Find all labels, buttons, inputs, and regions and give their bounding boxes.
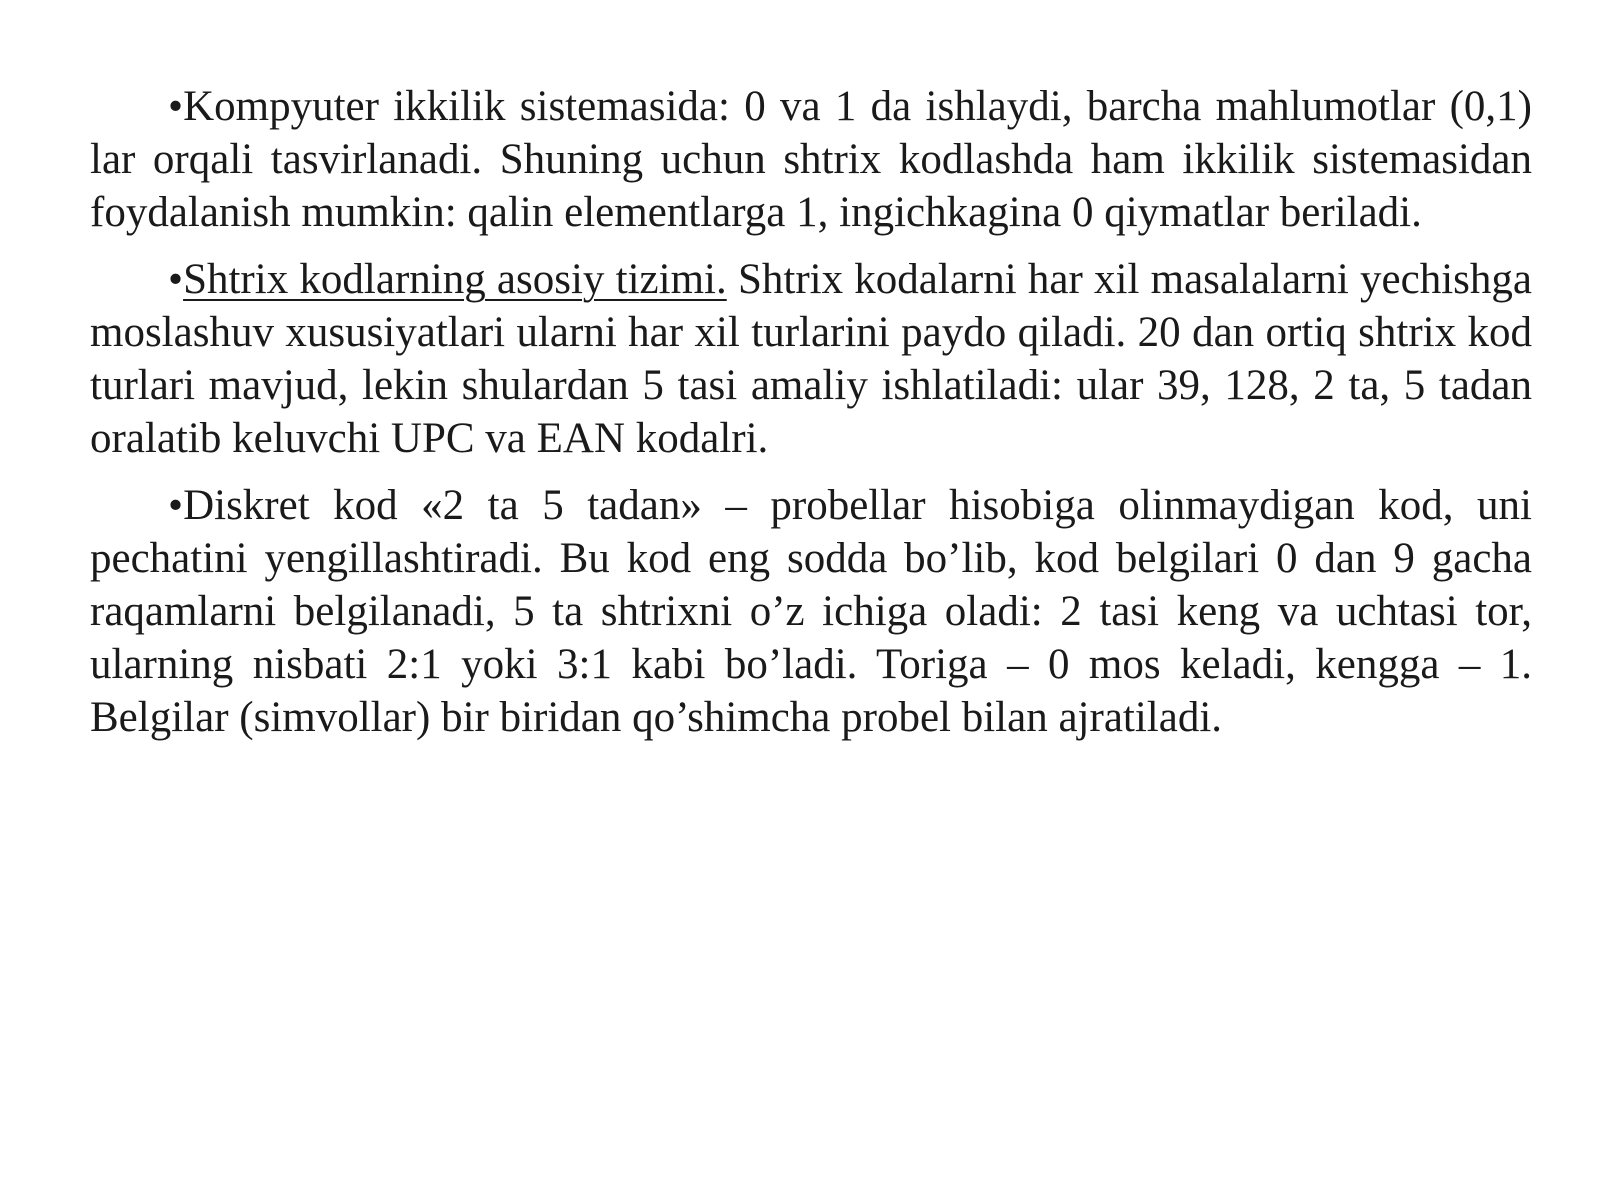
paragraph-text: Kompyuter ikkilik sistemasida: 0 va 1 da ishlaydi, barcha mahlumotlar (0,1) lar orqali tasvirlanadi. Shuning uchun shtrix kodlashda ham ikkilik sistemasidan foydalanish mumkin: qalin elementlarga 1, ingichkagina 0 qiymatlar beriladi. [90, 83, 1532, 236]
bullet: • [168, 482, 184, 529]
slide-body [90, 80, 1532, 758]
paragraph-text: Diskret kod «2 ta 5 tadan» – probellar hisobiga olinmaydigan kod, uni pechatini yengillashtiradi. Bu kod eng sodda bo’lib, kod belgilari 0 dan 9 gacha raqamlarni belgilanadi, 5 ta shtrixni o’z ichiga oladi: 2 tasi keng va uchtasi tor, ularning nisbati 2:1 yoki 3:1 kabi bo’ladi. Toriga – 0 mos keladi, kengga – 1. Belgilar (simvollar) bir biridan qo’shimcha probel bilan ajratiladi. [90, 482, 1532, 741]
bullet: • [168, 256, 184, 303]
paragraph-barcode-systems [90, 253, 1532, 465]
paragraph-binary-system [90, 80, 1532, 239]
paragraph-discrete-code [90, 479, 1532, 744]
bullet: • [168, 83, 184, 130]
paragraph-text: Shtrix kodalarni har xil masalalarni yechishga moslashuv xususiyatlari ularni har xil turlarini paydo qiladi. 20 dan ortiq shtrix kod turlari mavjud, lekin shulardan 5 tasi amaliy ishlatiladi: ular 39, 128, 2 ta, 5 tadan oralatib keluvchi UPC va EAN kodalri. [90, 256, 1532, 462]
section-heading: Shtrix kodlarning asosiy tizimi. [183, 256, 727, 303]
